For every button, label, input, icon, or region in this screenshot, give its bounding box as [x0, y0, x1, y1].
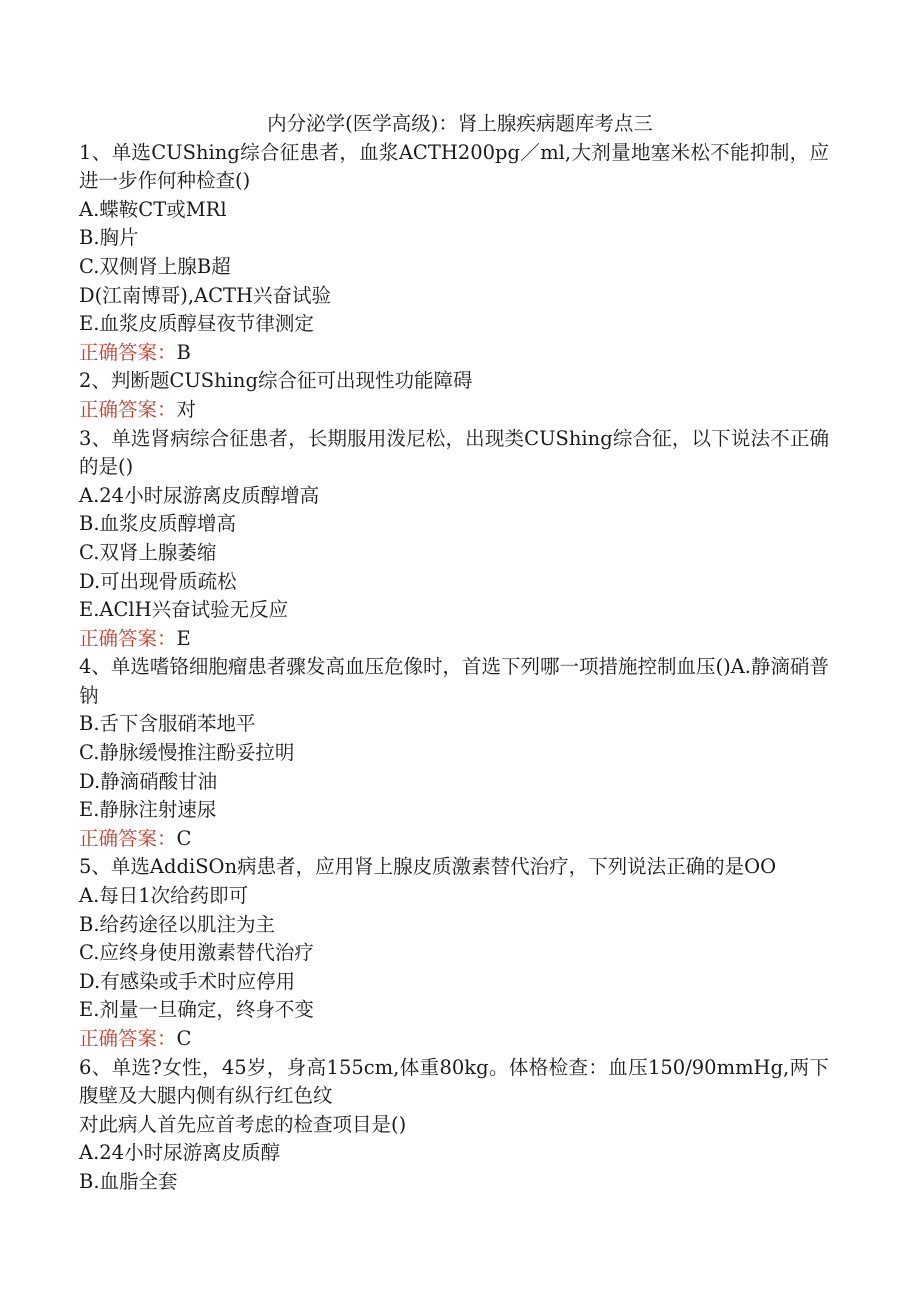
- question-3: [79, 425, 829, 654]
- question-stem: 5、单选AddiSOn病患者，应用肾上腺皮质激素替代治疗，下列说法正确的是OO: [79, 855, 777, 879]
- document-page: [79, 110, 829, 1197]
- option: C.静脉缓慢推注酚妥拉明: [79, 741, 295, 765]
- question-stem: 1、单选CUShing综合征患者，血浆ACTH200pg／ml,大剂量地塞米松不能抑制，应进一步作何种检查(): [79, 140, 829, 193]
- answer-value: C: [176, 1027, 192, 1050]
- answer-value: 对: [176, 397, 197, 421]
- question-stem-continued: 对此病人首先应首考虑的检查项目是(): [79, 1112, 407, 1136]
- answer-value: C: [176, 826, 192, 850]
- correct-answer: [79, 339, 829, 368]
- question-1: [79, 139, 829, 368]
- answer-value: E: [176, 626, 191, 650]
- page-title: 内分泌学(医学高级)：肾上腺疾病题库考点三: [267, 112, 653, 135]
- option: A.每日1次给药即可: [79, 884, 249, 908]
- answer-prefix: 正确答案：: [79, 626, 177, 650]
- correct-answer: [79, 1025, 829, 1054]
- question-stem: 2、判断题CUShing综合征可出现性功能障碍: [79, 369, 473, 393]
- option: D.有感染或手术时应停用: [79, 969, 296, 993]
- correct-answer: [79, 625, 829, 654]
- question-4: [79, 653, 829, 853]
- question-5: [79, 853, 829, 1053]
- answer-value: B: [176, 340, 191, 364]
- option: B.血浆皮质醇增高: [79, 512, 237, 536]
- option: D.可出现骨质疏松: [79, 569, 237, 593]
- option: B.血脂全套: [79, 1169, 178, 1193]
- answer-prefix: 正确答案：: [79, 397, 177, 421]
- correct-answer: [79, 825, 829, 854]
- answer-prefix: 正确答案：: [79, 826, 177, 850]
- answer-prefix: 正确答案：: [79, 340, 177, 364]
- option: E.AClH兴奋试验无反应: [79, 598, 289, 622]
- option: C.应终身使用激素替代治疗: [79, 941, 314, 965]
- option: C.双肾上腺萎缩: [79, 540, 217, 564]
- option: B.舌下含服硝苯地平: [79, 712, 256, 736]
- option: B.给药途径以肌注为主: [79, 912, 276, 936]
- question-6: [79, 1054, 829, 1197]
- option: C.双侧肾上腺B超: [79, 254, 231, 278]
- question-stem: 4、单选嗜铬细胞瘤患者骤发高血压危像时，首选下列哪一项措施控制血压()A.静滴硝普钠: [79, 655, 829, 707]
- correct-answer: [79, 396, 829, 425]
- option: A.24小时尿游离皮质醇增高: [79, 483, 320, 507]
- question-2: [79, 367, 829, 424]
- option: B.胸片: [79, 226, 139, 250]
- option: E.剂量一旦确定，终身不变: [79, 998, 314, 1022]
- option: D(江南博哥),ACTH兴奋试验: [79, 283, 332, 307]
- question-stem: 3、单选肾病综合征患者，长期服用泼尼松，出现类CUShing综合征，以下说法不正确的是(): [79, 426, 829, 479]
- option: E.静脉注射速尿: [79, 798, 217, 822]
- question-stem: 6、单选?女性，45岁，身高155cm,体重80kg。体格检查：血压150/90mmHg,两下腹壁及大腿内侧有纵行红色纹: [79, 1055, 829, 1108]
- option: A.24小时尿游离皮质醇: [79, 1141, 281, 1165]
- option: D.静滴硝酸甘油: [79, 769, 218, 793]
- option: A.蝶鞍CT或MRl: [79, 197, 227, 221]
- answer-prefix: 正确答案：: [79, 1027, 177, 1050]
- option: E.血浆皮质醇昼夜节律测定: [79, 312, 314, 336]
